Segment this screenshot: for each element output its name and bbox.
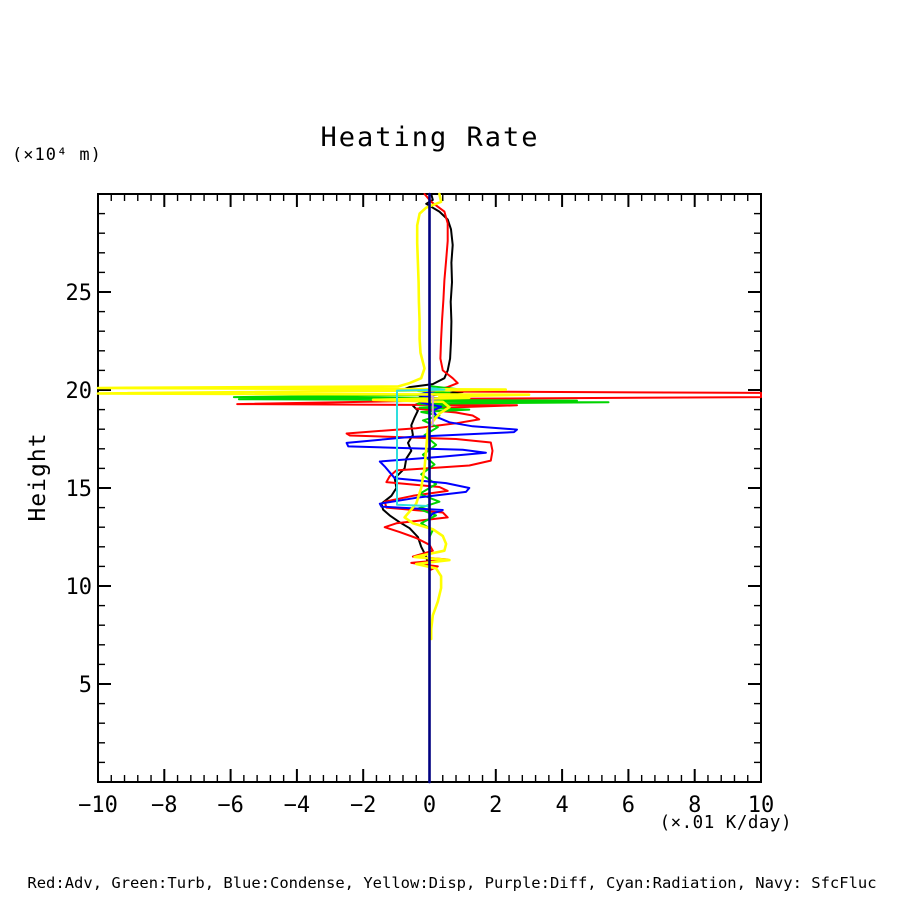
y-tick-label: 20 (65, 379, 92, 404)
series-black-line (381, 194, 462, 568)
y-tick-label: 15 (65, 477, 92, 502)
x-tick-label: 4 (555, 793, 569, 818)
y-axis-unit-label: (×10⁴ m) (12, 145, 102, 165)
y-tick-labels (66, 281, 93, 698)
x-tick-label: 2 (489, 793, 503, 818)
x-tick-label: 8 (688, 793, 702, 818)
series-blue-condense-line (347, 194, 517, 527)
y-tick-label: 5 (78, 673, 92, 698)
x-tick-label: 6 (621, 793, 636, 818)
x-tick-label: −8 (151, 793, 178, 818)
x-tick-label: −4 (283, 793, 311, 818)
series-yellow-disp-line (98, 194, 529, 639)
x-tick-label: 0 (422, 793, 437, 818)
chart-title: Heating Rate (320, 122, 540, 153)
y-axis-title: Height (25, 432, 51, 522)
legend-note: Red:Adv, Green:Turb, Blue:Condense, Yellow:Disp, Purple:Diff, Cyan:Radiation, Navy: SfcFluc (27, 874, 877, 892)
x-tick-label: −2 (349, 793, 377, 818)
y-tick-label: 25 (65, 281, 92, 306)
y-tick-label: 10 (65, 575, 92, 600)
series-red-adv-line (237, 194, 761, 570)
x-tick-label: −6 (217, 793, 244, 818)
x-axis-unit-label: (×.01 K/day) (659, 813, 792, 833)
x-tick-label: 10 (747, 793, 775, 818)
x-tick-label: −10 (78, 793, 118, 818)
